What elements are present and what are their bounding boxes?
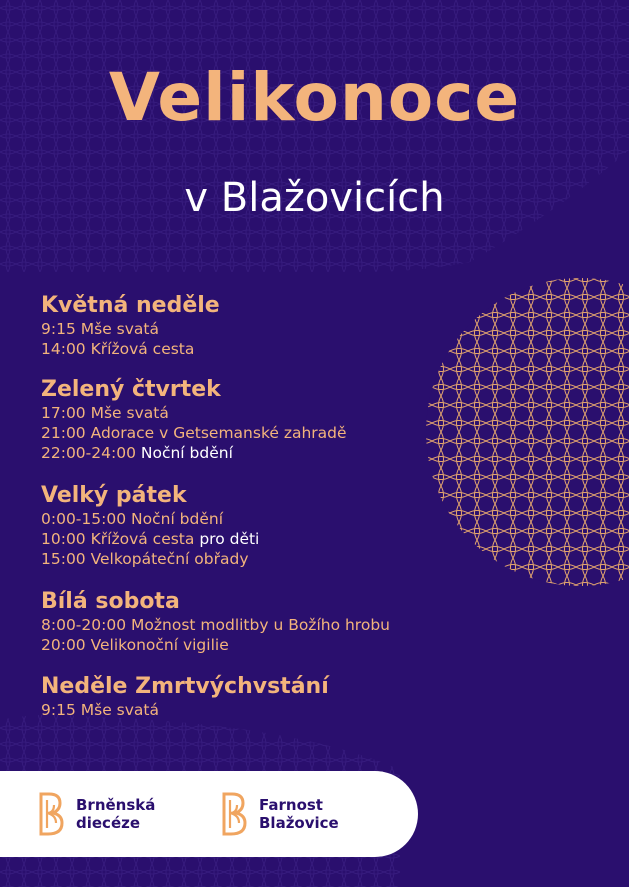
event-time: 21:00 [41, 424, 86, 442]
event-time: 10:00 [41, 530, 86, 548]
event-item [41, 339, 220, 359]
event-time: 0:00-15:00 [41, 510, 127, 528]
event-item [41, 509, 259, 529]
footer-bar [0, 771, 418, 857]
event-item [41, 403, 347, 423]
event-item [41, 615, 390, 635]
logo-line: Brněnská [76, 796, 156, 814]
gold-pattern-circle [420, 270, 629, 600]
event-item [41, 549, 259, 569]
event-time: 9:15 [41, 320, 76, 338]
diocese-logo [38, 788, 155, 840]
page-subtitle: v Blažovicích [184, 175, 445, 221]
event-item [41, 700, 329, 720]
diocese-logo-icon [38, 791, 66, 837]
page-title: Velikonoce [108, 59, 521, 136]
event-item [41, 529, 259, 549]
event-time: 15:00 [41, 550, 86, 568]
event-item [41, 319, 220, 339]
day-easter-sunday [41, 673, 329, 720]
day-holy-saturday [41, 588, 390, 655]
day-title: Květná neděle [41, 293, 220, 318]
event-name: Mše svatá [80, 320, 159, 338]
day-maundy-thursday [41, 376, 347, 463]
event-name: Mše svatá [90, 404, 169, 422]
parish-logo-icon [221, 791, 249, 837]
event-time: 20:00 [41, 636, 86, 654]
parish-logo [221, 788, 339, 840]
event-time: 14:00 [41, 340, 86, 358]
day-title: Bílá sobota [41, 589, 180, 614]
event-item [41, 443, 347, 463]
logo-line: diecéze [76, 814, 141, 832]
day-palm-sunday [41, 292, 220, 359]
event-name: Mše svatá [80, 701, 159, 719]
day-good-friday [41, 482, 259, 569]
event-name: Velikonoční vigilie [90, 636, 229, 654]
event-time: 17:00 [41, 404, 86, 422]
event-extra: pro děti [199, 530, 260, 548]
event-time: 22:00-24:00 [41, 444, 136, 462]
event-extra: Noční bdění [140, 444, 233, 462]
event-time: 9:15 [41, 701, 76, 719]
event-name: Křížová cesta [90, 530, 195, 548]
event-item [41, 635, 390, 655]
event-item [41, 423, 347, 443]
day-title: Neděle Zmrtvýchvstání [41, 674, 329, 699]
event-name: Křížová cesta [90, 340, 195, 358]
day-title: Zelený čtvrtek [41, 377, 221, 402]
day-title: Velký pátek [41, 483, 187, 508]
event-name: Adorace v Getsemanské zahradě [90, 424, 347, 442]
event-name: Velkopáteční obřady [90, 550, 249, 568]
event-name: Možnost modlitby u Božího hrobu [131, 616, 390, 634]
logo-line: Blažovice [259, 814, 339, 832]
event-time: 8:00-20:00 [41, 616, 127, 634]
logo-line: Farnost [259, 796, 323, 814]
event-name: Noční bdění [131, 510, 224, 528]
